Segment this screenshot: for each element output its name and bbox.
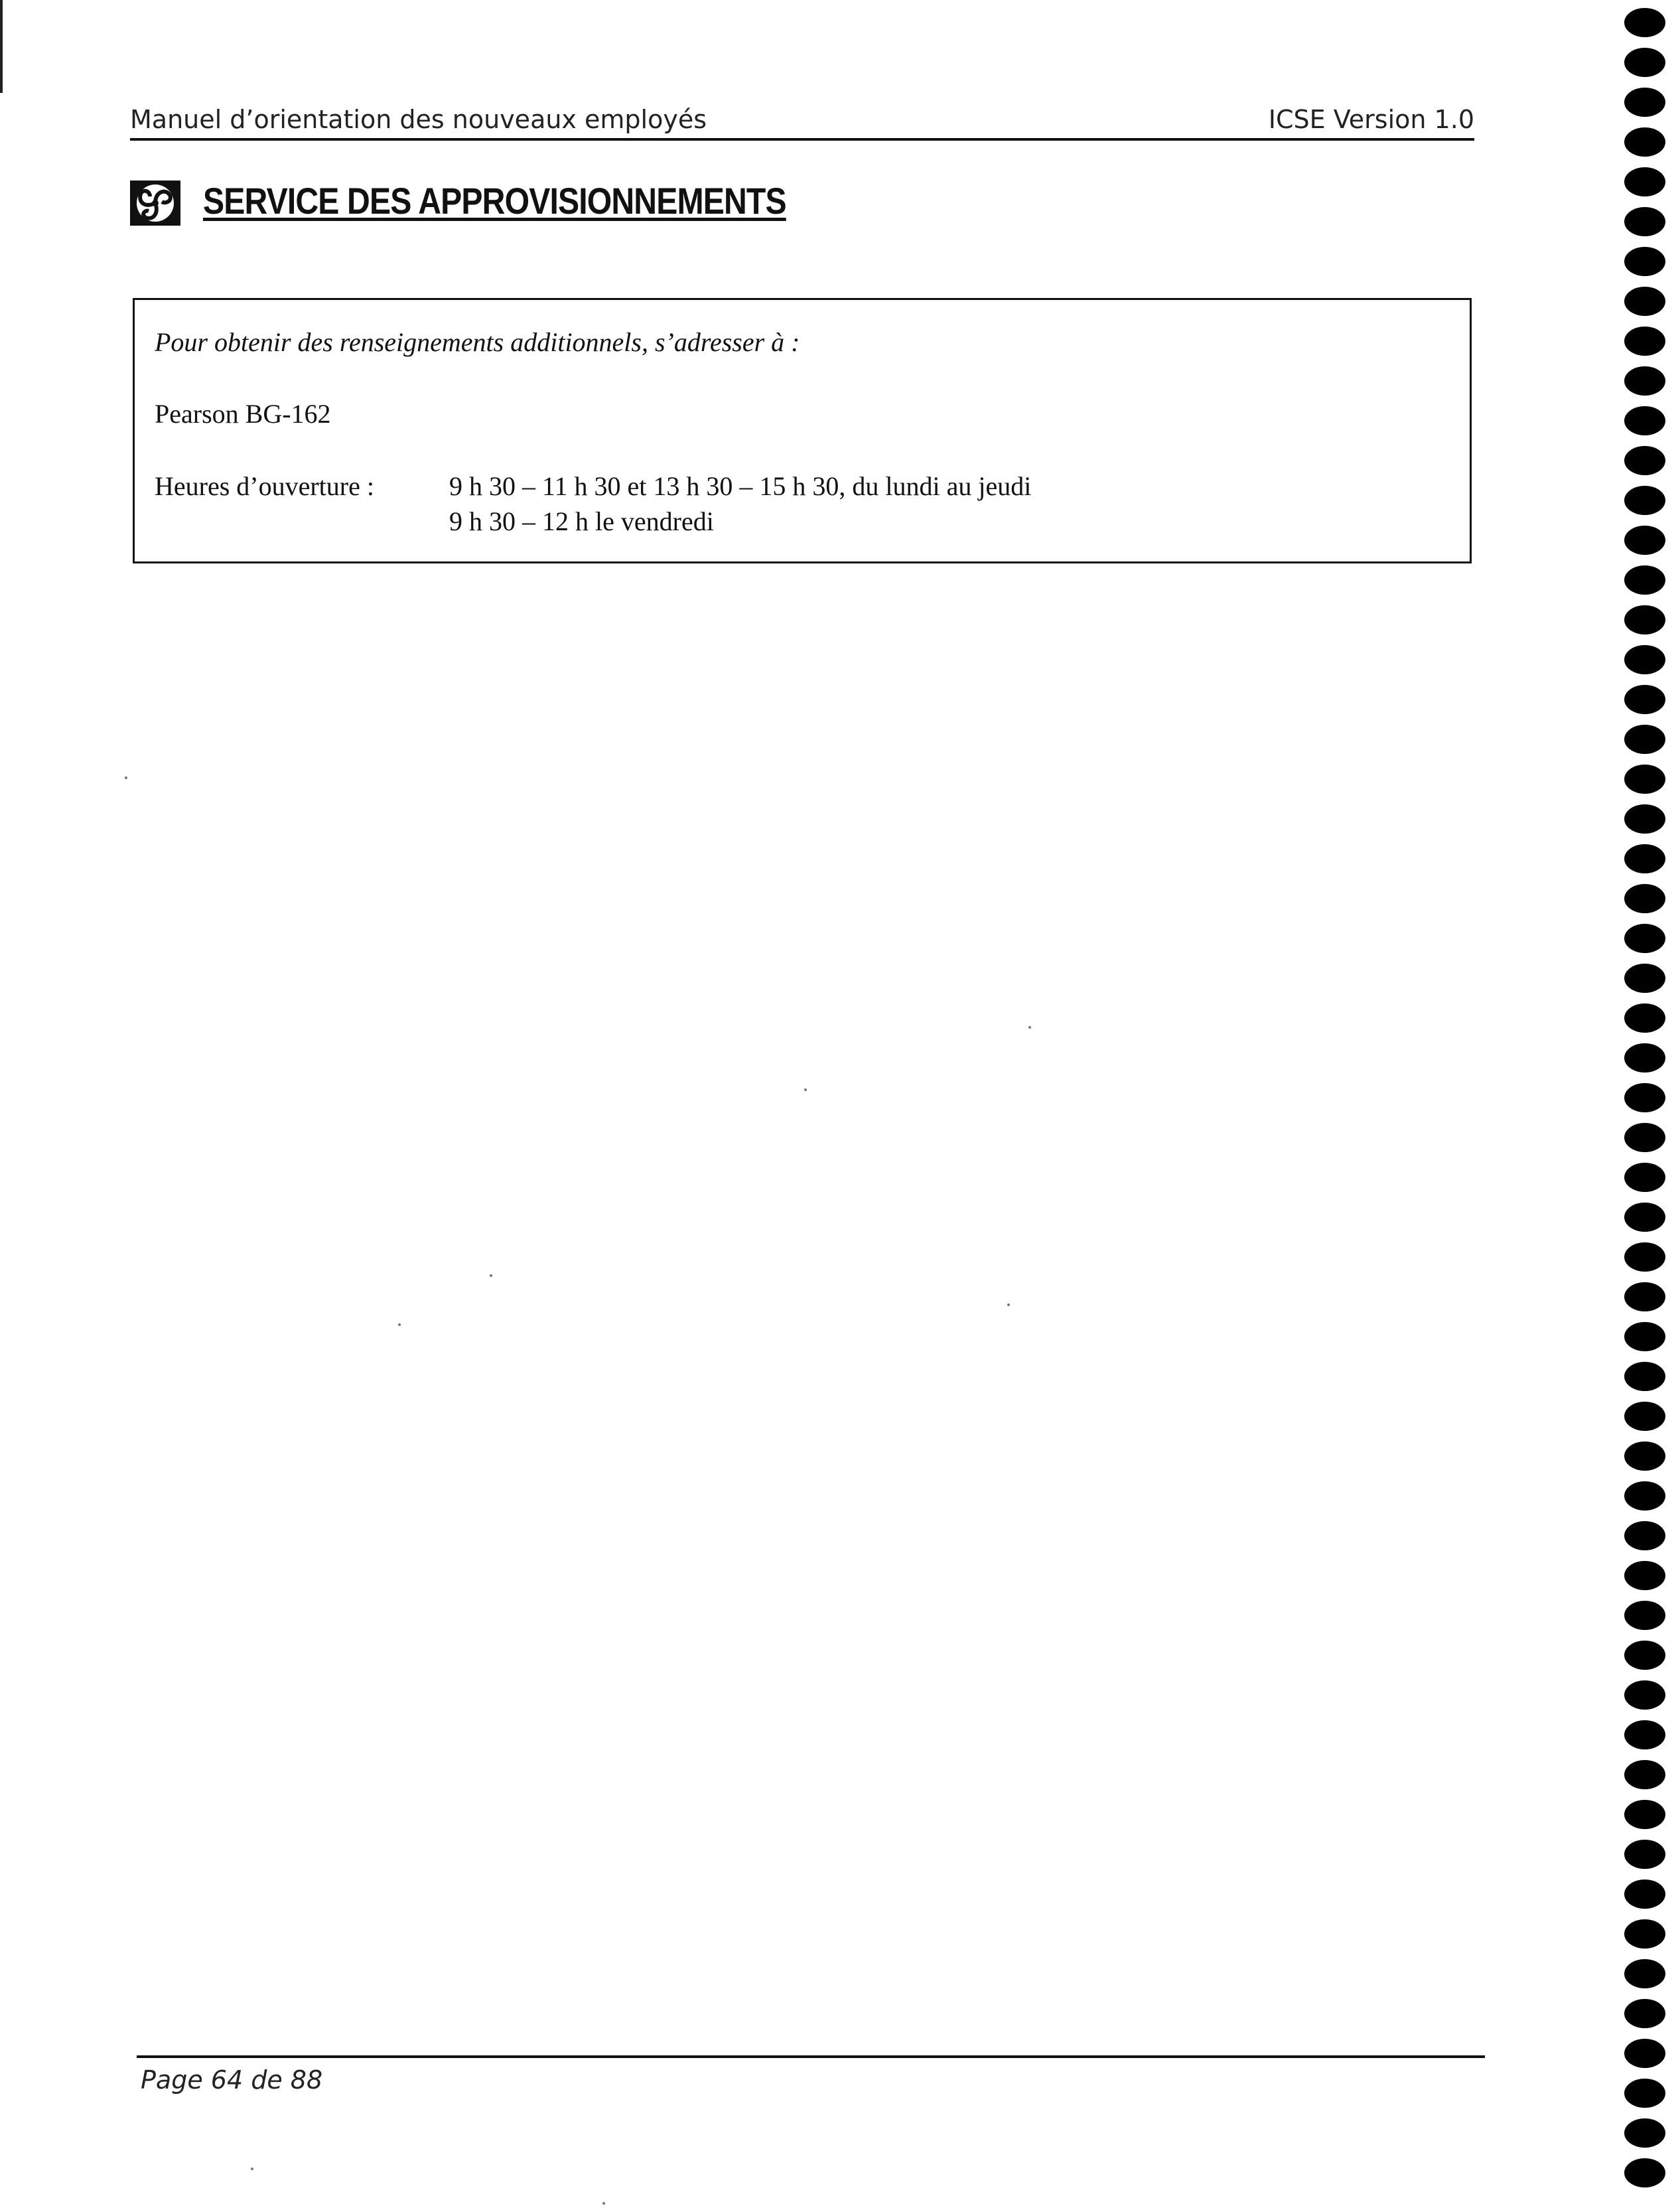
info-hours-friday: 9 h 30 – 12 h le vendredi [449,506,714,536]
binding-hole-icon [1624,1163,1665,1192]
scan-speck [398,1323,401,1326]
info-location: Pearson BG-162 [155,399,331,429]
binding-hole-icon [1624,1441,1665,1471]
binding-hole-icon [1624,1919,1665,1949]
binding-hole-icon [1624,1362,1665,1391]
scan-speck [1028,1026,1031,1029]
binding-hole-icon [1624,327,1665,356]
scan-edge-mark [0,0,3,93]
header-manual-title: Manuel d’orientation des nouveaux employés [130,105,707,134]
binding-hole-icon [1624,486,1665,515]
binding-hole-icon [1624,88,1665,117]
binding-hole-icon [1624,1720,1665,1749]
binding-hole-icon [1624,1083,1665,1112]
binding-hole-icon [1624,1680,1665,1710]
binding-hole-icon [1624,366,1665,396]
binding-hole-icon [1624,725,1665,754]
binding-hole-icon [1624,2158,1665,2187]
scan-speck [490,1274,492,1277]
header-version: ICSE Version 1.0 [1268,105,1474,134]
binding-hole-icon [1624,167,1665,196]
binding-hole-icon [1624,1481,1665,1511]
binding-hole-icon [1624,2039,1665,2068]
binding-hole-icon [1624,1123,1665,1152]
spiral-binding [1624,8,1668,2205]
binding-hole-icon [1624,1322,1665,1351]
footer-rule [137,2055,1485,2058]
binding-hole-icon [1624,406,1665,435]
binding-hole-icon [1624,1003,1665,1033]
binding-hole-icon [1624,964,1665,993]
scan-speck [602,2202,605,2205]
binding-hole-icon [1624,804,1665,834]
binding-hole-icon [1624,1561,1665,1590]
binding-hole-icon [1624,2118,1665,2148]
triskelion-icon [129,179,182,227]
scan-speck [804,1088,807,1091]
binding-hole-icon [1624,565,1665,595]
footer-page-number: Page 64 de 88 [141,2065,323,2095]
binding-hole-icon [1624,645,1665,674]
scan-speck [1007,1303,1010,1306]
binding-hole-icon [1624,884,1665,913]
page-header [130,105,1474,141]
binding-hole-icon [1624,1521,1665,1550]
binding-hole-icon [1624,1800,1665,1829]
binding-hole-icon [1624,1601,1665,1630]
binding-hole-icon [1624,1840,1665,1869]
section-title: SERVICE DES APPROVISIONNEMENTS [203,180,786,222]
contact-info-box [133,298,1472,563]
binding-hole-icon [1624,1999,1665,2028]
binding-hole-icon [1624,446,1665,475]
binding-hole-icon [1624,1760,1665,1789]
binding-hole-icon [1624,1641,1665,1670]
binding-hole-icon [1624,1402,1665,1431]
section-heading [129,178,991,231]
info-hours-weekday: 9 h 30 – 11 h 30 et 13 h 30 – 15 h 30, du lundi au jeudi [449,471,1032,501]
binding-hole-icon [1624,127,1665,157]
binding-hole-icon [1624,844,1665,873]
binding-hole-icon [1624,8,1665,37]
binding-hole-icon [1624,247,1665,276]
binding-hole-icon [1624,207,1665,236]
binding-hole-icon [1624,1282,1665,1311]
binding-hole-icon [1624,287,1665,316]
binding-hole-icon [1624,924,1665,953]
binding-hole-icon [1624,1880,1665,1909]
binding-hole-icon [1624,1959,1665,1988]
binding-hole-icon [1624,2079,1665,2108]
info-intro: Pour obtenir des renseignements additionnels, s’adresser à : [155,327,800,357]
scan-speck [125,776,127,779]
binding-hole-icon [1624,48,1665,77]
binding-hole-icon [1624,1203,1665,1232]
binding-hole-icon [1624,526,1665,555]
binding-hole-icon [1624,685,1665,714]
binding-hole-icon [1624,605,1665,634]
binding-hole-icon [1624,1242,1665,1272]
scan-speck [251,2168,253,2170]
binding-hole-icon [1624,765,1665,794]
info-hours-label: Heures d’ouverture : [155,471,374,501]
binding-hole-icon [1624,1043,1665,1072]
